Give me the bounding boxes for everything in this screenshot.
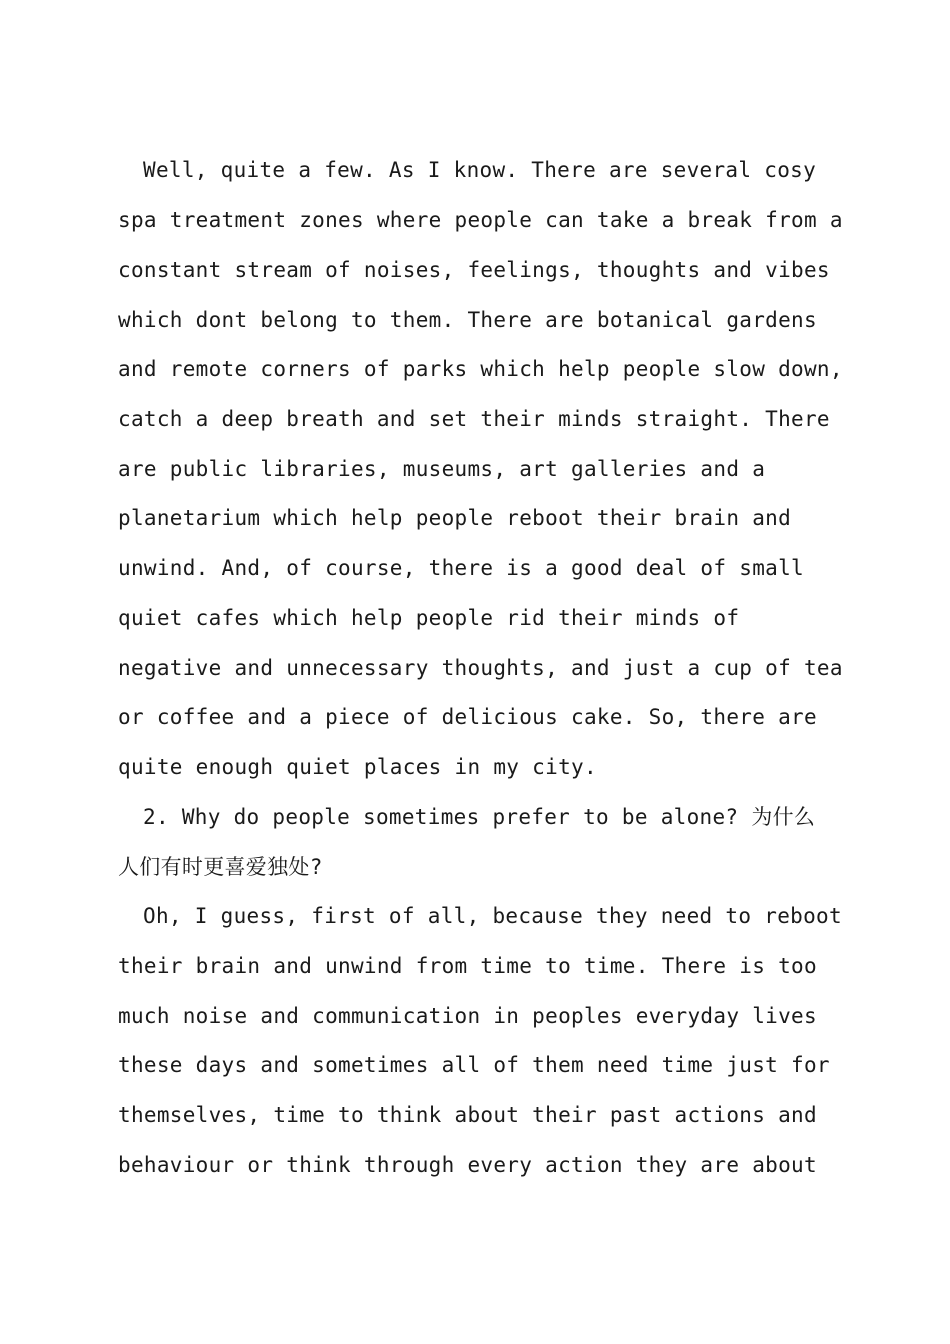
question-2-line: 2. Why do people sometimes prefer to be alone? 为什么 (143, 805, 816, 829)
paragraph-1-line: and remote corners of parks which help people slow down, (118, 357, 843, 381)
paragraph-1-line: negative and unnecessary thoughts, and just a cup of tea (118, 656, 843, 680)
paragraph-1-line: quiet cafes which help people rid their minds of (118, 606, 740, 630)
paragraph-2-line: behaviour or think through every action they are about (118, 1153, 817, 1177)
paragraph-1-line: quite enough quiet places in my city. (118, 755, 597, 779)
paragraph-2-line: Oh, I guess, first of all, because they need to reboot (143, 904, 842, 928)
paragraph-2-line: their brain and unwind from time to time. There is too (118, 954, 817, 978)
paragraph-1-line: unwind. And, of course, there is a good deal of small (118, 556, 804, 580)
paragraph-2-line: these days and sometimes all of them need time just for (118, 1053, 830, 1077)
paragraph-2-line: much noise and communication in peoples everyday lives (118, 1004, 817, 1028)
paragraph-2-line: themselves, time to think about their past actions and (118, 1103, 817, 1127)
paragraph-1-line: constant stream of noises, feelings, thoughts and vibes (118, 258, 830, 282)
paragraph-1-line: are public libraries, museums, art galleries and a (118, 457, 766, 481)
paragraph-1-line: Well, quite a few. As I know. There are several cosy (143, 158, 817, 182)
paragraph-1-line: which dont belong to them. There are botanical gardens (118, 308, 817, 332)
paragraph-1-line: spa treatment zones where people can take a break from a (118, 208, 843, 232)
paragraph-1-line: planetarium which help people reboot their brain and (118, 506, 792, 530)
question-2-line: 人们有时更喜爱独处? (118, 855, 323, 879)
paragraph-1-line: or coffee and a piece of delicious cake. So, there are (118, 705, 817, 729)
paragraph-1-line: catch a deep breath and set their minds straight. There (118, 407, 830, 431)
